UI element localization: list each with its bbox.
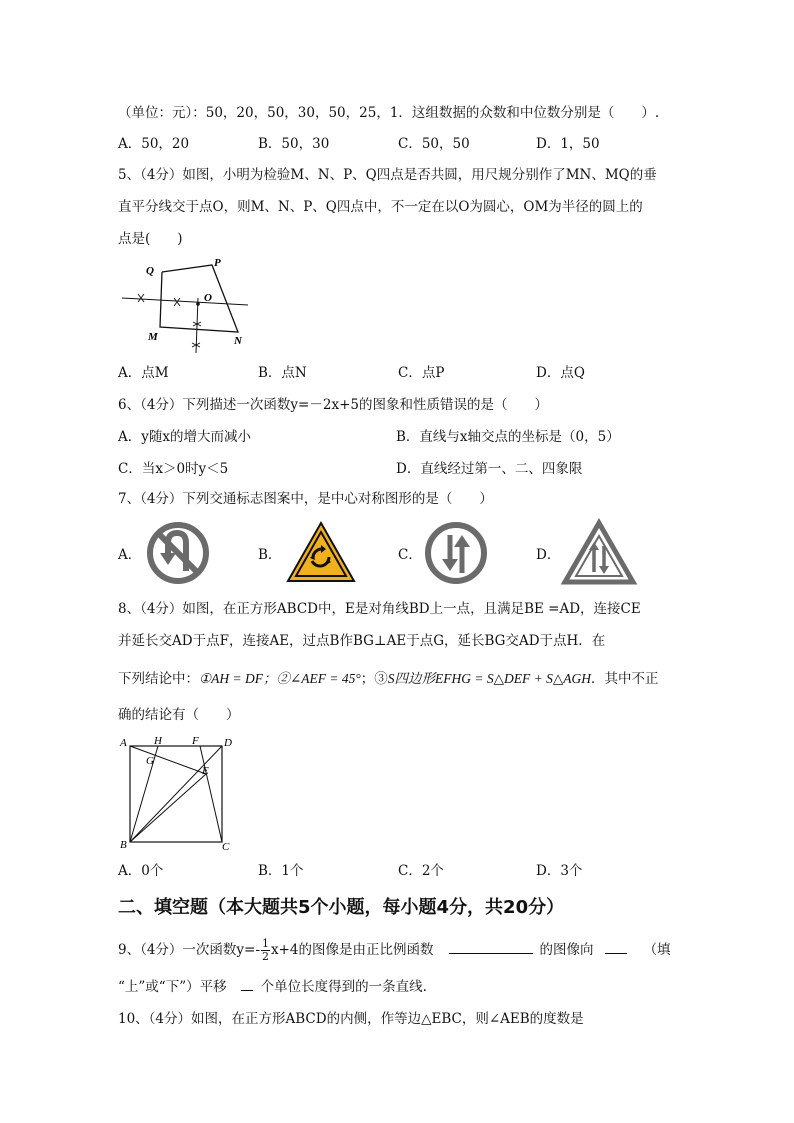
q5-quadrilateral-figure — [110, 258, 260, 358]
q6-stem: 6、（4分）下列描述一次函数y=－2x+5的图象和性质错误的是（ ） — [118, 397, 548, 413]
q5-option-a: A．点M — [118, 365, 169, 381]
q5-option-b: B．点N — [258, 365, 307, 381]
q4-option-b: B．50，30 — [258, 136, 330, 152]
no-u-turn-sign-icon — [146, 521, 210, 585]
q8-stem-line4: 确的结论有（ ） — [118, 707, 240, 723]
q8-stem-line1: 8、（4分）如图，在正方形ABCD中，E是对角线BD上一点，且满足BE =AD，连接CE — [118, 601, 641, 617]
q9-mid: x+4的图像是由正比例函数 — [270, 942, 434, 958]
q4-option-c: C．50，50 — [398, 136, 470, 152]
q8-label-b: B — [120, 839, 127, 851]
q6-option-a: A．y随x的增大而减小 — [118, 429, 251, 445]
q9-fraction — [261, 938, 270, 963]
q9-stem-line2 — [118, 976, 427, 996]
q6-option-b: B．直线与x轴交点的坐标是（0，5） — [396, 429, 620, 445]
q9-line2-a: “上”或“下”）平移 — [118, 979, 227, 995]
q8-label-d: D — [224, 737, 232, 749]
q8-label-c: C — [222, 841, 230, 853]
q5-option-c: C．点P — [398, 365, 445, 381]
q8-conclusions-prefix: 下列结论中： — [118, 671, 199, 687]
q7-option-d-letter: D． — [536, 547, 561, 563]
q9-fraction-numerator: 1 — [261, 937, 269, 950]
q5-label-q: Q — [146, 265, 154, 277]
q8-conclusion-1: ①AH = DF — [199, 671, 263, 686]
q9-stem-line1 — [118, 938, 670, 963]
q7-option-b-letter: B． — [258, 547, 282, 563]
q9-blank-3[interactable] — [241, 976, 253, 991]
section-2-title: 二、填空题（本大题共5个小题，每小题4分，共20分） — [118, 897, 565, 918]
q5-label-o: O — [204, 292, 212, 304]
q7-stem: 7、（4分）下列交通标志图案中，是中心对称图形的是（ ） — [118, 491, 493, 507]
q4-stem: （单位：元）：50，20，50，30，50，25，1．这组数据的众数和中位数分别是（ ）. — [118, 105, 660, 121]
q9-blank-2[interactable] — [605, 939, 627, 954]
two-way-traffic-warning-sign-icon — [562, 520, 636, 586]
roundabout-warning-sign-icon — [286, 521, 356, 583]
q5-label-m: M — [148, 331, 158, 343]
q8-stem-line3 — [118, 670, 659, 688]
q9-fraction-denominator: 2 — [261, 950, 269, 963]
q9-blank-1[interactable] — [449, 939, 533, 954]
q8-conclusion-2: ；②∠AEF = 45° — [262, 671, 361, 686]
q9-line2-b: 个单位长度得到的一条直线. — [260, 979, 427, 995]
q4-option-d: D．1，50 — [536, 136, 600, 152]
q8-option-d: D．3个 — [536, 863, 583, 879]
q8-label-g: G — [146, 755, 154, 767]
q8-square-figure — [118, 734, 240, 852]
two-way-priority-sign-icon — [424, 521, 488, 585]
q8-option-a: A．0个 — [118, 863, 164, 879]
q5-label-p: P — [214, 257, 221, 269]
q9-prefix: 9、（4分）一次函数y=- — [118, 942, 260, 958]
q5-stem-line1: 5、（4分）如图，小明为检验M、N、P、Q四点是否共圆，用尺规分别作了MN、MQ的垂 — [118, 167, 657, 183]
q8-conclusion-3-formula: S四边形EFHG = S△DEF + S△AGH — [387, 671, 591, 686]
q8-conclusions-suffix: ．其中不正 — [591, 671, 659, 687]
q8-label-h: H — [154, 735, 162, 747]
q8-option-b: B．1个 — [258, 863, 304, 879]
q6-option-d: D．直线经过第一、二、四象限 — [396, 461, 583, 477]
q9-after2: （填 — [643, 942, 671, 958]
q9-after1: 的图像向 — [539, 942, 594, 958]
q8-label-a: A — [120, 737, 127, 749]
q4-option-a: A．50，20 — [118, 136, 190, 152]
q8-option-c: C．2个 — [398, 863, 444, 879]
q8-stem-line2: 并延长交AD于点F，连接AE，过点B作BG⊥AE于点G，延长BG交AD于点H．在 — [118, 633, 606, 649]
q8-conclusion-3-marker: ；③ — [360, 671, 388, 687]
q7-option-c-letter: C． — [398, 547, 422, 563]
q6-option-c: C．当x＞0时y＜5 — [118, 461, 229, 477]
q5-label-n: N — [234, 335, 242, 347]
q8-label-f: F — [192, 735, 199, 747]
q5-stem-line3: 点是( ) — [118, 231, 183, 247]
q8-label-e: E — [202, 765, 209, 777]
q10-stem: 10、（4分）如图，在正方形ABCD的内侧，作等边△EBC，则∠AEB的度数是 — [118, 1011, 584, 1027]
q5-stem-line2: 直平分线交于点O，则M、N、P、Q四点中，不一定在以O为圆心，OM为半径的圆上的 — [118, 199, 643, 215]
q5-option-d: D．点Q — [536, 365, 585, 381]
q7-option-a-letter: A． — [118, 547, 142, 563]
